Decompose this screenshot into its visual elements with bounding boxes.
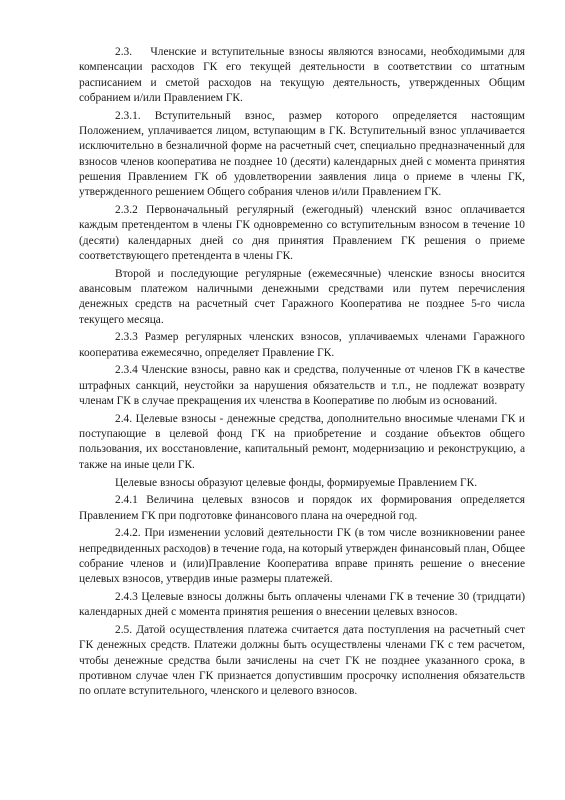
section-2-3-2-paragraph: 2.3.2 Первоначальный регулярный (ежегодный) членский взнос оплачивается каждым претендентом в члены ГК одновременно со вступительным взносом в течение 10 (десяти) календарных дней со дня принятия Правлением ГК решения о приеме соответствующего претендента в члены ГК. <box>79 203 525 262</box>
section-2-3-1-paragraph: 2.3.1. Вступительный взнос, размер которого определяется настоящим Положением, уплачивается лицом, вступающим в ГК. Вступительный взнос уплачивается исключительно в безналичной форме на расчетный счет, специально предназначенный для взносов членов кооператива не позднее 10 (десяти) календарных дней с момента принятия решения Правлением ГК об удовлетворении заявления лица о приеме в члены ГК, утвержденного решением Общего собрания членов и/или Правлением ГК. <box>79 109 525 199</box>
section-2-3-4-paragraph: 2.3.4 Членские взносы, равно как и средства, полученные от членов ГК в качестве штрафных санкций, неустойки за нарушения обязательств и т.п., не подлежат возврату членам ГК в случае прекращения их членства в Кооперативе по любым из оснований. <box>79 364 525 408</box>
target-funds-paragraph: Целевые взносы образуют целевые фонды, формируемые Правлением ГК. <box>115 476 478 489</box>
section-2-4-2-paragraph: 2.4.2. При изменении условий деятельности ГК (в том числе возникновении ранее непредвиденных расходов) в течение года, на который утвержден финансовый план, Общее собрание членов и (или)Правление Кооператива вправе принять решение о внесение целевых взносов, утвердив иные размеры платежей. <box>79 527 526 586</box>
section-2-4-3-paragraph: 2.4.3 Целевые взносы должны быть оплачены членами ГК в течение 30 (тридцати) календарных дней с момента принятия решения о внесении целевых взносов. <box>79 591 525 619</box>
section-2-5-paragraph: 2.5. Датой осуществления платежа считается дата поступления на расчетный счет ГК денежных средств. Платежи должны быть осуществлены членами ГК с тем расчетом, чтобы денежные средства были зачислены на счет ГК не позднее указанного срока, в противном случае член ГК признается допустившим просрочку исполнения обязательств по оплате вступительного, членского и целевого взносов. <box>79 624 525 698</box>
section-2-4-paragraph: 2.4. Целевые взносы - денежные средства, дополнительно вносимые членами ГК и поступающие в целевой фонд ГК на приобретение и создание объектов общего пользования, их восстановление, капитальный ремонт, модернизацию и реконструкцию, а также на иные цели ГК. <box>79 412 525 471</box>
section-2-4-1-paragraph: 2.4.1 Величина целевых взносов и порядок их формирования определяется Правлением ГК при подготовке финансового плана на очередной год. <box>79 494 525 522</box>
subsequent-fees-paragraph: Второй и последующие регулярные (ежемесячные) членские взносы вносится авансовым платежом наличными денежными средствами или путем перечисления денежных средств на расчетный счет Гаражного Кооператива не позднее 5-го числа текущего месяца. <box>79 267 525 326</box>
section-2-3-paragraph: 2.3. Членские и вступительные взносы являются взносами, необходимыми для компенсации расходов ГК его текущей деятельности в соответствии со штатным расписанием и сметой расходов на текущую деятельность, утвержденных Общим собранием и/или Правлением ГК. <box>79 46 525 104</box>
document-page <box>79 45 525 702</box>
section-2-3-3-paragraph: 2.3.3 Размер регулярных членских взносов, уплачиваемых членами Гаражного кооператива ежемесячно, определяет Правление ГК. <box>79 331 525 359</box>
